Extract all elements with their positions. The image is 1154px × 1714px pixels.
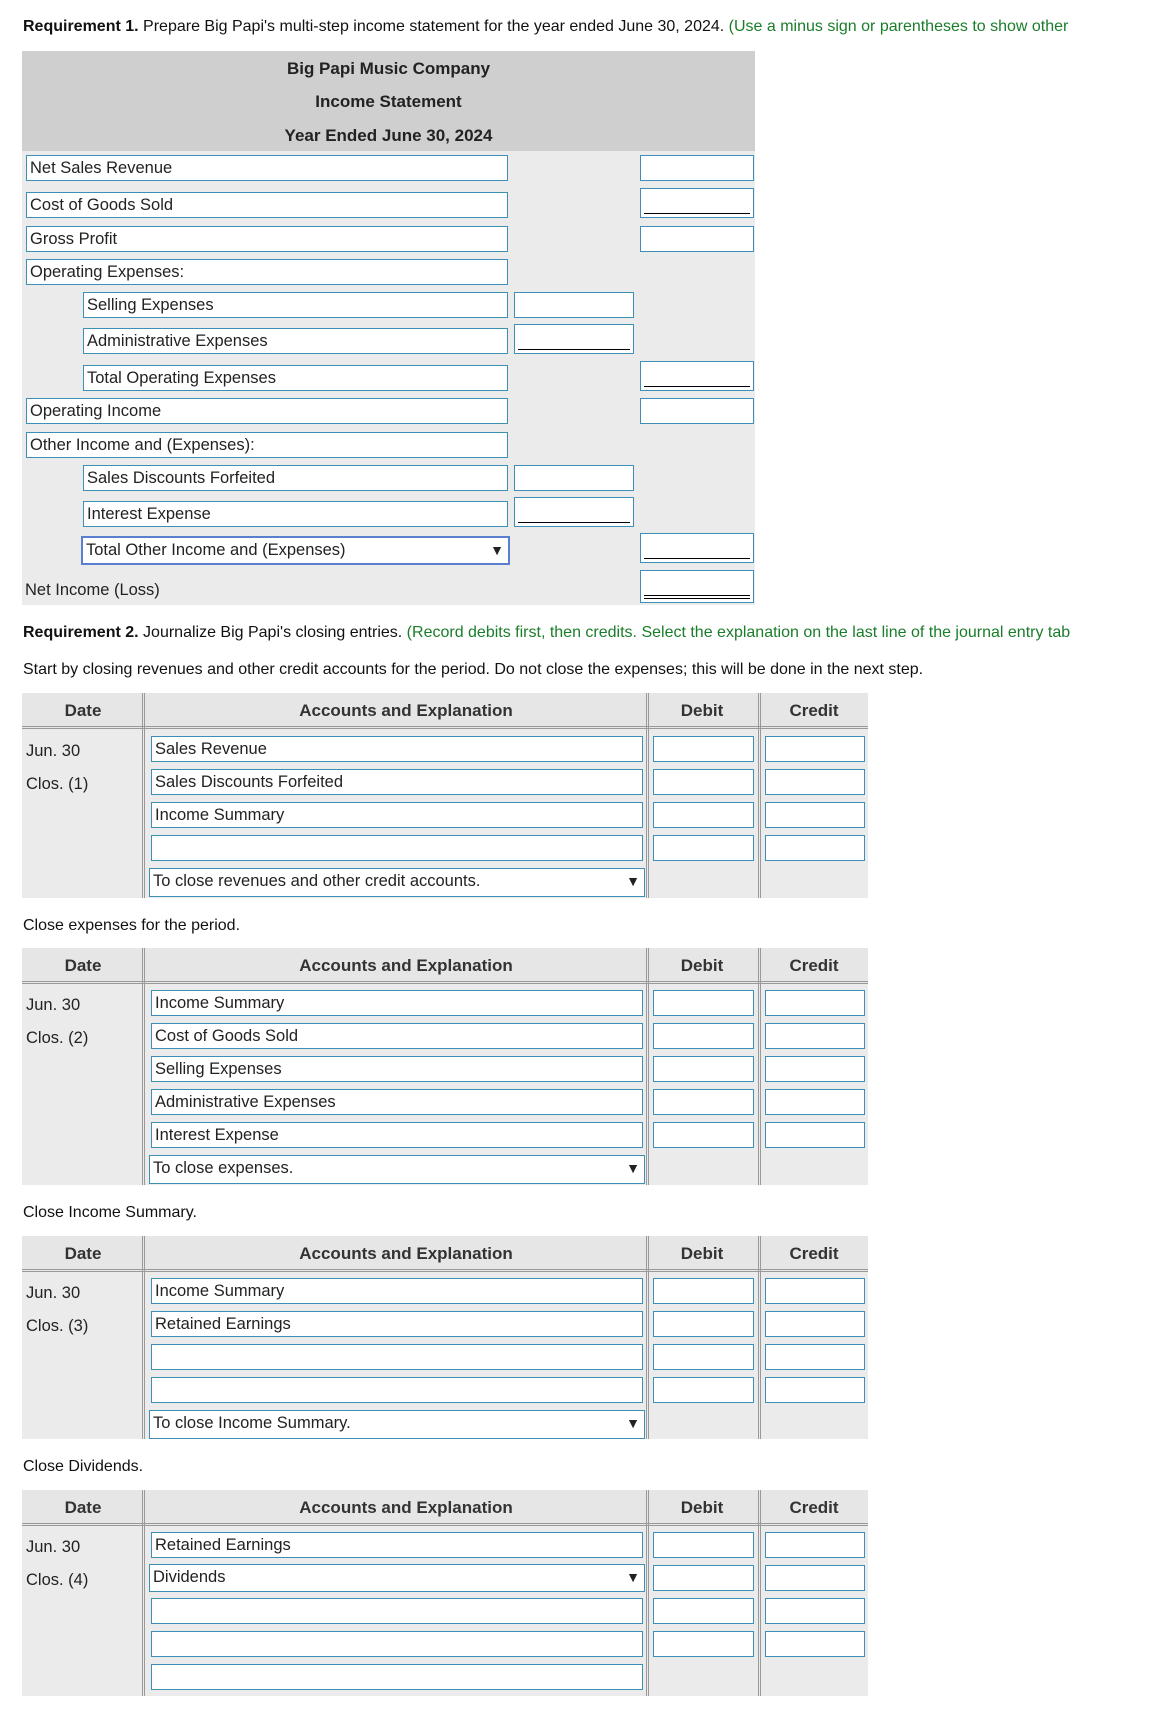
journal-entry-4 bbox=[22, 1490, 868, 1696]
account-field[interactable]: Selling Expenses bbox=[151, 1056, 643, 1082]
total-opex-amount[interactable] bbox=[640, 361, 754, 391]
credit-input[interactable] bbox=[765, 769, 865, 795]
other-header-label[interactable]: Other Income and (Expenses): bbox=[26, 432, 508, 458]
account-field[interactable]: Retained Earnings bbox=[151, 1311, 643, 1337]
entry-ref: Clos. (1) bbox=[26, 775, 89, 793]
divider bbox=[142, 948, 145, 1185]
total-other-label: Total Other Income and (Expenses) bbox=[86, 541, 346, 559]
debit-header: Debit bbox=[680, 1498, 724, 1517]
credit-input[interactable] bbox=[765, 835, 865, 861]
journal-3-intro: Close Income Summary. bbox=[23, 1204, 197, 1221]
credit-input[interactable] bbox=[765, 990, 865, 1016]
company-name: Big Papi Music Company bbox=[286, 59, 491, 78]
divider bbox=[646, 1490, 649, 1696]
accounts-header: Accounts and Explanation bbox=[299, 1244, 513, 1263]
debit-input[interactable] bbox=[653, 1631, 754, 1657]
journal-entry-2 bbox=[22, 948, 868, 1185]
explanation-select[interactable] bbox=[149, 1155, 645, 1184]
credit-header: Credit bbox=[789, 956, 839, 975]
divider bbox=[142, 1490, 145, 1696]
account-field[interactable]: Sales Revenue bbox=[151, 736, 643, 762]
requirement-1 bbox=[23, 18, 1068, 36]
account-field[interactable]: Income Summary bbox=[151, 990, 643, 1016]
accounts-header: Accounts and Explanation bbox=[299, 701, 513, 720]
dropdown-arrow-icon: ▼ bbox=[626, 1569, 640, 1585]
debit-input[interactable] bbox=[653, 1056, 754, 1082]
income-statement-header bbox=[22, 51, 755, 151]
account-field[interactable] bbox=[151, 1598, 643, 1624]
req2-label: Requirement 2. bbox=[23, 624, 139, 641]
debit-input[interactable] bbox=[653, 1089, 754, 1115]
entry-ref: Clos. (4) bbox=[26, 1571, 89, 1589]
debit-input[interactable] bbox=[653, 1023, 754, 1049]
req1-text: Prepare Big Papi's multi-step income statement for the year ended June 30, 2024. bbox=[138, 18, 725, 35]
credit-header: Credit bbox=[789, 1498, 839, 1517]
income-statement bbox=[22, 51, 755, 605]
gross-profit-label[interactable]: Gross Profit bbox=[26, 226, 508, 252]
net-sales-label[interactable]: Net Sales Revenue bbox=[26, 155, 508, 181]
opex-header-label[interactable]: Operating Expenses: bbox=[26, 259, 508, 285]
credit-input[interactable] bbox=[765, 736, 865, 762]
date-header: Date bbox=[64, 1244, 102, 1263]
explanation-label: To close revenues and other credit accounts. bbox=[153, 872, 481, 890]
dropdown-arrow-icon: ▼ bbox=[626, 873, 640, 889]
debit-header: Debit bbox=[680, 1244, 724, 1263]
credit-input[interactable] bbox=[765, 1377, 865, 1403]
credit-input[interactable] bbox=[765, 1089, 865, 1115]
date-header: Date bbox=[64, 1498, 102, 1517]
debit-input[interactable] bbox=[653, 769, 754, 795]
debit-input[interactable] bbox=[653, 1377, 754, 1403]
cogs-label[interactable]: Cost of Goods Sold bbox=[26, 192, 508, 218]
accounts-header: Accounts and Explanation bbox=[299, 1498, 513, 1517]
account-field[interactable] bbox=[151, 1377, 643, 1403]
total-other-select[interactable] bbox=[81, 536, 510, 565]
entry-date: Jun. 30 bbox=[26, 742, 81, 760]
account-field[interactable]: Interest Expense bbox=[151, 1122, 643, 1148]
debit-header: Debit bbox=[680, 701, 724, 720]
credit-input[interactable] bbox=[765, 1023, 865, 1049]
account-field[interactable]: Cost of Goods Sold bbox=[151, 1023, 643, 1049]
req2-start-instruction: Start by closing revenues and other credit accounts for the period. Do not close the expenses; this will be done in the next step. bbox=[23, 661, 924, 678]
account-field[interactable]: Income Summary bbox=[151, 1278, 643, 1304]
operating-income-amount[interactable] bbox=[640, 398, 754, 424]
journal-4-intro: Close Dividends. bbox=[23, 1458, 144, 1475]
credit-input[interactable] bbox=[765, 802, 865, 828]
requirement-2 bbox=[23, 624, 1070, 642]
selling-expenses-amount[interactable] bbox=[514, 292, 634, 318]
sales-discounts-forfeited-amount[interactable] bbox=[514, 465, 634, 491]
divider bbox=[142, 1236, 145, 1439]
selling-expenses-label[interactable]: Selling Expenses bbox=[83, 292, 508, 318]
explanation-select[interactable] bbox=[149, 868, 645, 897]
journal-header bbox=[22, 1490, 868, 1526]
credit-header: Credit bbox=[789, 1244, 839, 1263]
debit-input[interactable] bbox=[653, 835, 754, 861]
credit-input[interactable] bbox=[765, 1565, 865, 1591]
explanation-select[interactable] bbox=[149, 1410, 645, 1439]
account-field[interactable]: Income Summary bbox=[151, 802, 643, 828]
account-field[interactable]: Administrative Expenses bbox=[151, 1089, 643, 1115]
debit-input[interactable] bbox=[653, 802, 754, 828]
credit-input[interactable] bbox=[765, 1278, 865, 1304]
net-sales-amount[interactable] bbox=[640, 155, 754, 181]
credit-input[interactable] bbox=[765, 1311, 865, 1337]
statement-period: Year Ended June 30, 2024 bbox=[284, 126, 493, 145]
credit-input[interactable] bbox=[765, 1598, 865, 1624]
debit-input[interactable] bbox=[653, 1344, 754, 1370]
dropdown-arrow-icon: ▼ bbox=[626, 1160, 640, 1176]
debit-input[interactable] bbox=[653, 1122, 754, 1148]
divider bbox=[646, 948, 649, 1185]
journal-header bbox=[22, 1236, 868, 1272]
credit-input[interactable] bbox=[765, 1056, 865, 1082]
admin-expenses-label[interactable]: Administrative Expenses bbox=[83, 328, 508, 354]
req2-instruction: (Record debits first, then credits. Select the explanation on the last line of the journal entry tab bbox=[402, 624, 1071, 641]
gross-profit-amount[interactable] bbox=[640, 226, 754, 252]
explanation-label: To close expenses. bbox=[153, 1159, 294, 1177]
statement-title: Income Statement bbox=[315, 92, 462, 111]
account-field[interactable] bbox=[151, 835, 643, 861]
credit-input[interactable] bbox=[765, 1631, 865, 1657]
journal-header bbox=[22, 948, 868, 984]
account-select-label: Dividends bbox=[153, 1568, 226, 1586]
debit-input[interactable] bbox=[653, 1598, 754, 1624]
total-opex-label[interactable]: Total Operating Expenses bbox=[83, 365, 508, 391]
req1-label: Requirement 1. bbox=[23, 18, 139, 35]
debit-input[interactable] bbox=[653, 736, 754, 762]
entry-date: Jun. 30 bbox=[26, 996, 81, 1014]
req2-text: Journalize Big Papi's closing entries. bbox=[138, 624, 403, 641]
debit-input[interactable] bbox=[653, 1532, 754, 1558]
divider bbox=[758, 1490, 761, 1696]
account-field[interactable] bbox=[151, 1344, 643, 1370]
journal-entry-1 bbox=[22, 693, 868, 898]
account-field[interactable] bbox=[151, 1631, 643, 1657]
account-field[interactable]: Retained Earnings bbox=[151, 1532, 643, 1558]
cogs-amount[interactable] bbox=[640, 188, 754, 218]
account-field[interactable]: Sales Discounts Forfeited bbox=[151, 769, 643, 795]
debit-input[interactable] bbox=[653, 990, 754, 1016]
journal-header bbox=[22, 693, 868, 729]
divider bbox=[142, 693, 145, 898]
interest-expense-label[interactable]: Interest Expense bbox=[83, 501, 508, 527]
credit-input[interactable] bbox=[765, 1122, 865, 1148]
admin-expenses-amount[interactable] bbox=[514, 324, 634, 354]
date-header: Date bbox=[64, 956, 102, 975]
total-other-amount[interactable] bbox=[640, 533, 754, 563]
accounts-header: Accounts and Explanation bbox=[299, 956, 513, 975]
credit-header: Credit bbox=[789, 701, 839, 720]
credit-input[interactable] bbox=[765, 1532, 865, 1558]
divider bbox=[758, 693, 761, 898]
journal-2-intro: Close expenses for the period. bbox=[23, 917, 241, 934]
dropdown-arrow-icon: ▼ bbox=[626, 1415, 640, 1431]
journal-entry-3 bbox=[22, 1236, 868, 1439]
account-field[interactable] bbox=[151, 1664, 643, 1690]
req1-instruction: (Use a minus sign or parentheses to show other bbox=[724, 18, 1069, 35]
net-income-amount[interactable] bbox=[640, 570, 754, 603]
interest-expense-amount[interactable] bbox=[514, 497, 634, 527]
debit-header: Debit bbox=[680, 956, 724, 975]
divider bbox=[646, 1236, 649, 1439]
net-income-label: Net Income (Loss) bbox=[25, 581, 160, 599]
divider bbox=[758, 948, 761, 1185]
divider bbox=[646, 693, 649, 898]
credit-input[interactable] bbox=[765, 1344, 865, 1370]
account-select[interactable] bbox=[149, 1564, 645, 1592]
date-header: Date bbox=[64, 701, 102, 720]
operating-income-label[interactable]: Operating Income bbox=[26, 398, 508, 424]
dropdown-arrow-icon: ▼ bbox=[490, 542, 504, 558]
entry-date: Jun. 30 bbox=[26, 1538, 81, 1556]
debit-input[interactable] bbox=[653, 1278, 754, 1304]
entry-ref: Clos. (2) bbox=[26, 1029, 89, 1047]
debit-input[interactable] bbox=[653, 1311, 754, 1337]
entry-ref: Clos. (3) bbox=[26, 1317, 89, 1335]
explanation-label: To close Income Summary. bbox=[153, 1414, 351, 1432]
sales-discounts-forfeited-label[interactable]: Sales Discounts Forfeited bbox=[83, 465, 508, 491]
divider bbox=[758, 1236, 761, 1439]
entry-date: Jun. 30 bbox=[26, 1284, 81, 1302]
debit-input[interactable] bbox=[653, 1565, 754, 1591]
